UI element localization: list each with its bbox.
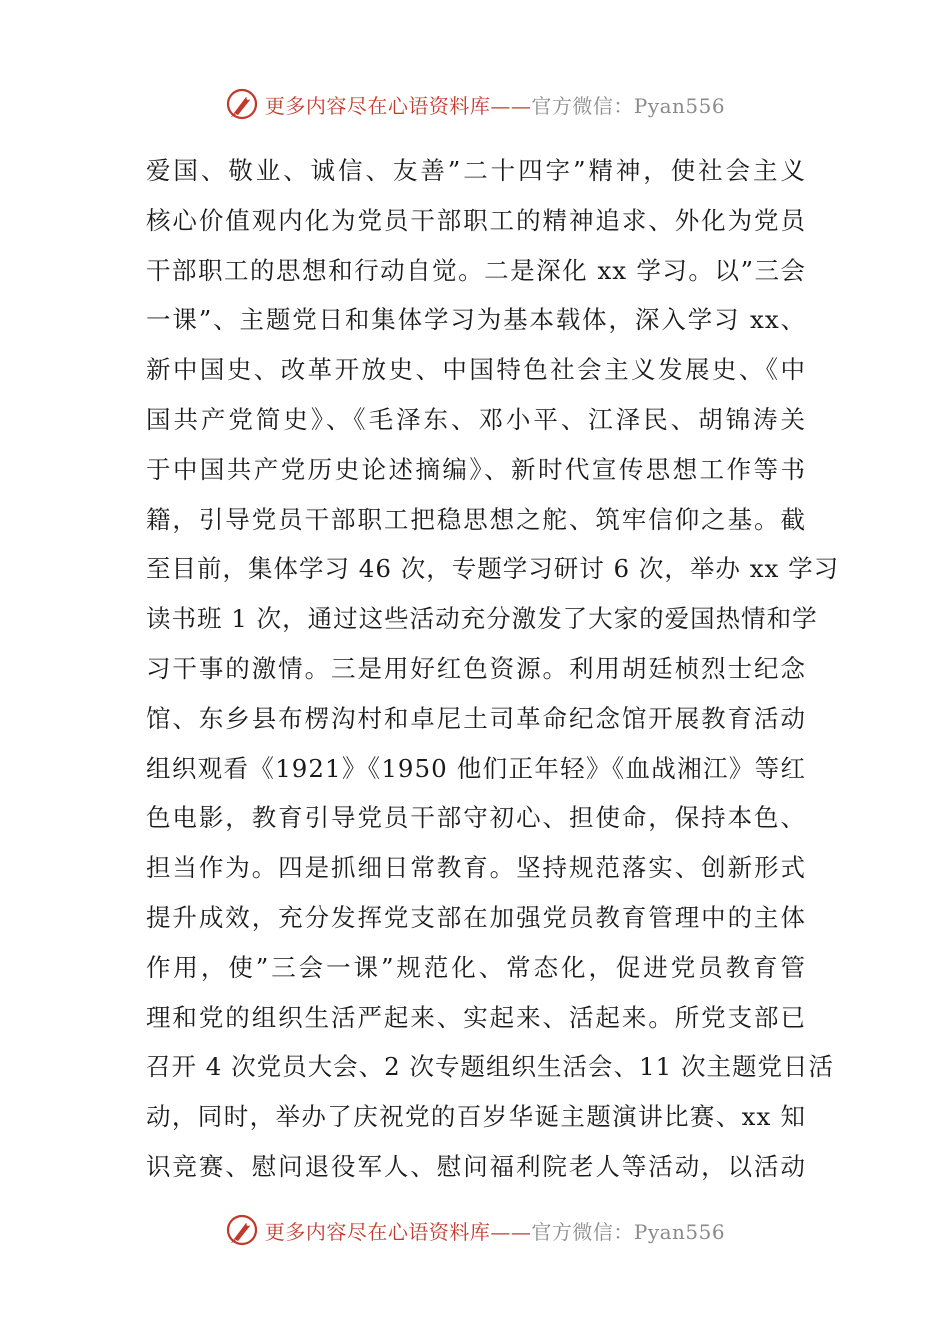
body-line: 动，同时，举办了庆祝党的百岁华诞主题演讲比赛、xx 知 <box>146 1102 806 1132</box>
header-banner-text <box>265 90 725 119</box>
body-line: 担当作为。四是抓细日常教育。坚持规范落实、创新形式 <box>146 853 806 883</box>
body-line: 于中国共产党历史论述摘编》、新时代宣传思想工作等书 <box>146 454 806 484</box>
body-line: 理和党的组织生活严起来、实起来、活起来。所党支部已 <box>146 1002 806 1032</box>
body-line: 籍，引导党员干部职工把稳思想之舵、筑牢信仰之基。截 <box>146 504 806 534</box>
header-brand-text: 更多内容尽在心语资料库—— <box>264 93 532 118</box>
body-line: 习干事的激情。三是用好红色资源。利用胡廷桢烈士纪念 <box>146 653 806 683</box>
body-line: 召开 4 次党员大会、2 次专题组织生活会、11 次主题党日活 <box>146 1052 834 1082</box>
body-line: 一课”、主题党日和集体学习为基本载体，深入学习 xx、 <box>146 305 806 335</box>
footer-wechat-text: 官方微信：Pyan556 <box>531 1219 726 1244</box>
body-line: 组织观看《1921》《1950 他们正年轻》《血战湘江》等红 <box>146 753 806 783</box>
pen-nib-logo-icon <box>225 87 259 121</box>
document-body <box>146 146 840 1192</box>
body-line: 核心价值观内化为党员干部职工的精神追求、外化为党员 <box>146 205 806 235</box>
header-wechat-text: 官方微信：Pyan556 <box>531 93 726 118</box>
header-banner <box>0 84 950 124</box>
body-line: 国共产党简史》、《毛泽东、邓小平、江泽民、胡锦涛关 <box>146 404 806 434</box>
footer-banner-text <box>265 1216 725 1245</box>
body-line: 至目前，集体学习 46 次，专题学习研讨 6 次，举办 xx 学习 <box>146 554 840 584</box>
body-line: 干部职工的思想和行动自觉。二是深化 xx 学习。以”三会 <box>146 255 806 285</box>
body-line: 爱国、敬业、诚信、友善”二十四字”精神，使社会主义 <box>146 156 806 185</box>
body-line: 读书班 1 次，通过这些活动充分激发了大家的爱国热情和学 <box>146 604 818 634</box>
body-line: 识竞赛、慰问退役军人、慰问福利院老人等活动，以活动 <box>146 1151 806 1181</box>
footer-banner <box>0 1210 950 1250</box>
body-line: 提升成效，充分发挥党支部在加强党员教育管理中的主体 <box>146 902 806 932</box>
body-line: 馆、东乡县布楞沟村和卓尼土司革命纪念馆开展教育活动 <box>146 703 806 733</box>
body-line: 色电影，教育引导党员干部守初心、担使命，保持本色、 <box>146 803 806 833</box>
footer-brand-text: 更多内容尽在心语资料库—— <box>264 1219 532 1244</box>
body-line: 新中国史、改革开放史、中国特色社会主义发展史、《中 <box>146 355 806 385</box>
body-line: 作用，使”三会一课”规范化、常态化，促进党员教育管 <box>146 952 806 982</box>
pen-nib-logo-icon <box>225 1213 259 1247</box>
